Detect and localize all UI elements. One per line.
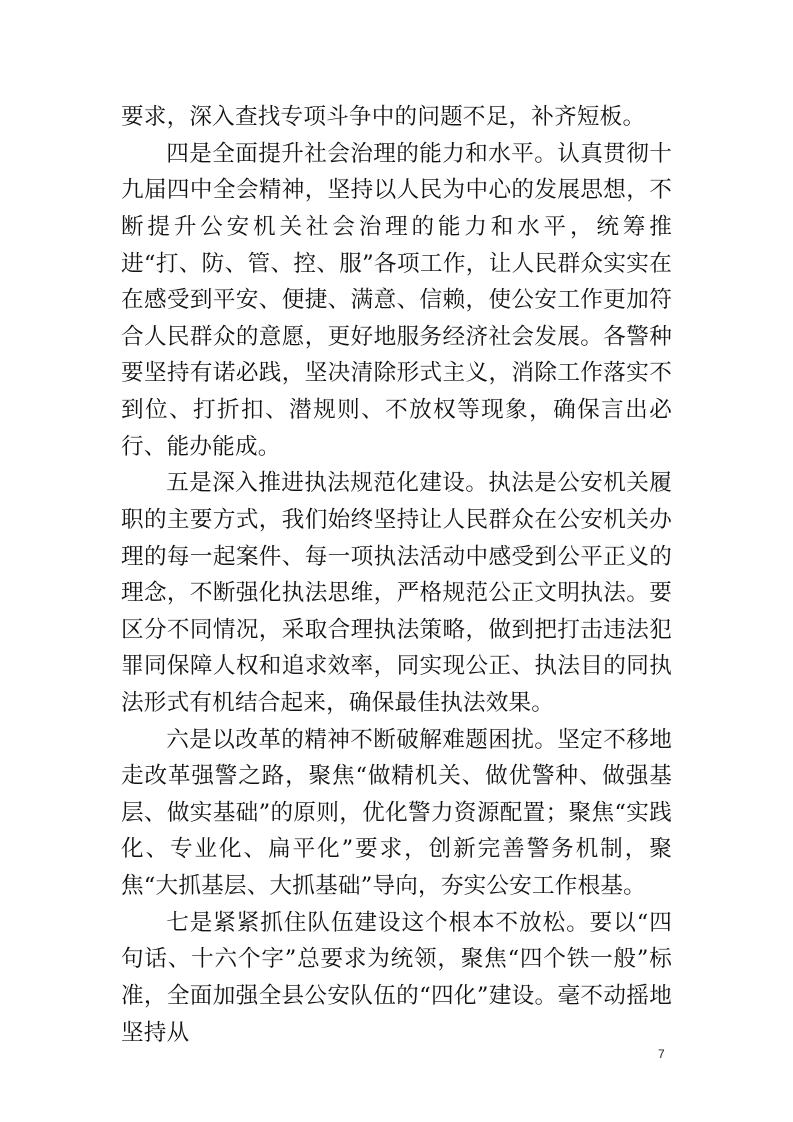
paragraph-point-four: 四是全面提升社会治理的能力和水平。认真贯彻十九届四中全会精神，坚持以人民为中心的发展思想，不断提升公安机关社会治理的能力和水平，统筹推进“打、防、管、控、服”各项工作，让人民群众实实在在感受到平安、便捷、满意、信赖，使公安工作更加符合人民群众的意愿，更好地服务经济社会发展。各警种要坚持有诺必践，坚决清除形式主义，消除工作落实不到位、打折扣、潜规则、不放权等现象，确保言出必行、能办能成。 [121,140,672,460]
paragraph-continuation: 要求，深入查找专项斗争中的问题不足，补齐短板。 [121,104,646,130]
paragraph-point-six: 六是以改革的精神不断破解难题困扰。坚定不移地走改革强警之路，聚焦“做精机关、做优警种、做强基层、做实基础”的原则，优化警力资源配置；聚焦“实践化、专业化、扁平化”要求，创新完善警务机制，聚焦“大抓基层、大抓基础”导向，夯实公安工作根基。 [121,726,672,900]
page-number: 7 [658,1047,665,1061]
document-body [121,99,672,1051]
paragraph-point-five: 五是深入推进执法规范化建设。执法是公安机关履职的主要方式，我们始终坚持让人民群众在公安机关办理的每一起案件、每一项执法活动中感受到公平正义的理念，不断强化执法思维，严格规范公正文明执法。要区分不同情况，采取合理执法策略，做到把打击违法犯罪同保障人权和追求效率，同实现公正、执法目的同执法形式有机结合起来，确保最佳执法效果。 [121,470,672,716]
paragraph-point-seven: 七是紧紧抓住队伍建设这个根本不放松。要以“四句话、十六个字”总要求为统领，聚焦“四个铁一般”标准，全面加强全县公安队伍的“四化”建设。毫不动摇地坚持从 [121,909,672,1046]
